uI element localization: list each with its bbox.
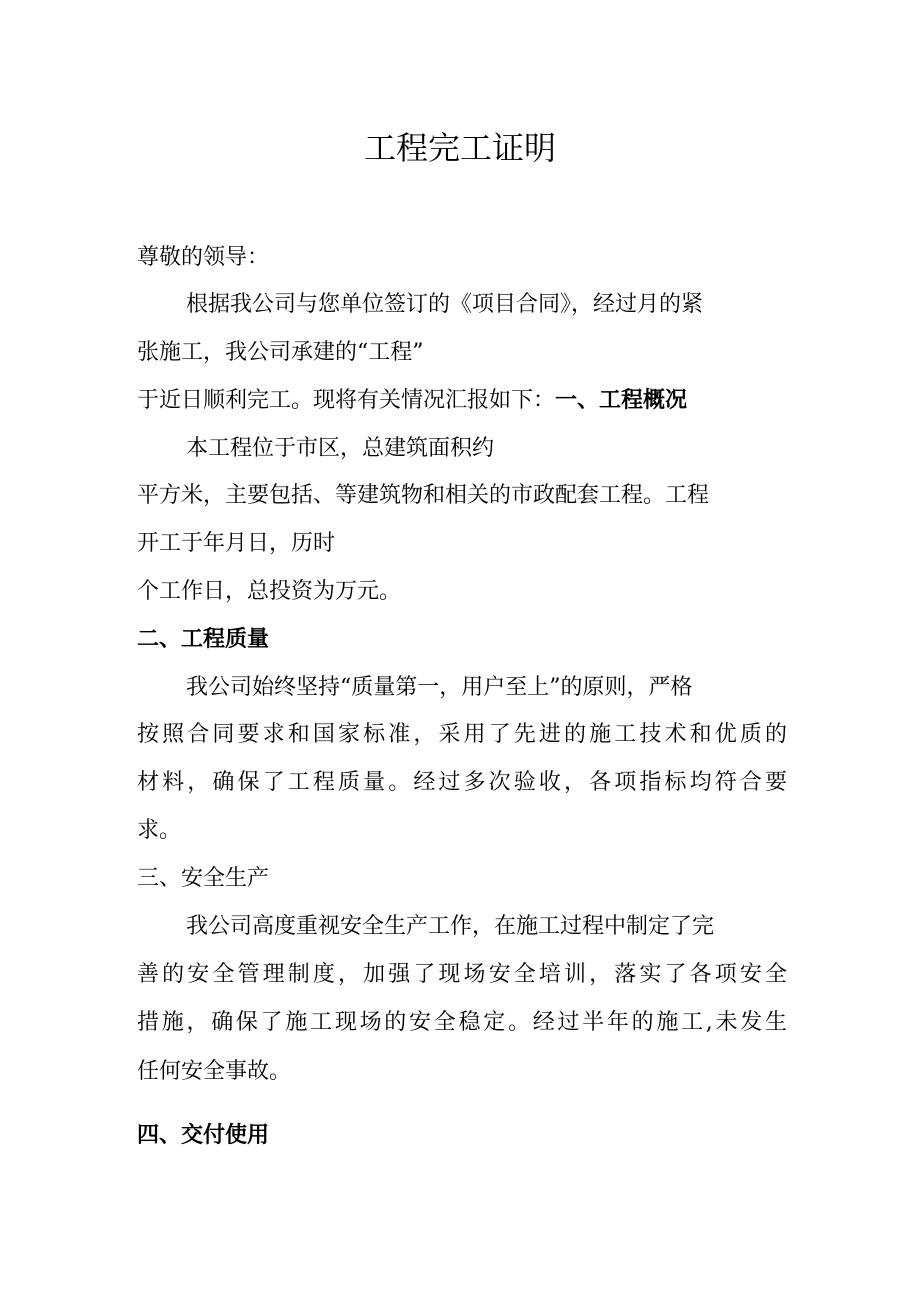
overview-line-2: 平方米，主要包括、等建筑物和相关的市政配套工程。工程: [137, 483, 710, 508]
intro-line-3-text: 于近日顺利完工。现将有关情况汇报如下：: [137, 388, 556, 413]
overview-line-1: 本工程位于市区，总建筑面积约: [186, 436, 495, 461]
intro-line-1: 根据我公司与您单位签订的《项目合同》，经过月的紧: [186, 292, 704, 317]
quality-line-1: 我公司始终坚持“质量第一，用户至上”的原则，严格: [186, 675, 693, 700]
safety-line-4: 任何安全事故。: [137, 1059, 292, 1084]
quality-line-2: 按照合同要求和国家标准，采用了先进的施工技术和优质的: [137, 722, 787, 747]
intro-line-2: 张施工，我公司承建的“工程”: [137, 340, 424, 365]
safety-line-2: 善的安全管理制度，加强了现场安全培训，落实了各项安全: [137, 962, 787, 987]
overview-line-4: 个工作日，总投资为万元。: [137, 579, 402, 604]
section-heading-delivery: 四、交付使用: [137, 1123, 270, 1148]
section-heading-overview: 一、工程概况: [555, 388, 688, 413]
intro-line-3: [137, 386, 687, 416]
section-heading-safety: 三、安全生产: [137, 866, 270, 891]
section-heading-quality: 二、工程质量: [137, 627, 270, 652]
quality-line-4: 求。: [137, 818, 182, 843]
safety-line-1: 我公司高度重视安全生产工作，在施工过程中制定了完: [186, 914, 715, 939]
quality-line-3: 材料，确保了工程质量。经过多次验收，各项指标均符合要: [137, 770, 787, 795]
overview-line-3: 开工于年月日，历时: [137, 531, 336, 556]
safety-line-3: 措施，确保了施工现场的安全稳定。经过半年的施工,未发生: [137, 1010, 787, 1035]
document-title: 工程完工证明: [363, 129, 556, 167]
salutation: 尊敬的领导：: [137, 245, 270, 270]
